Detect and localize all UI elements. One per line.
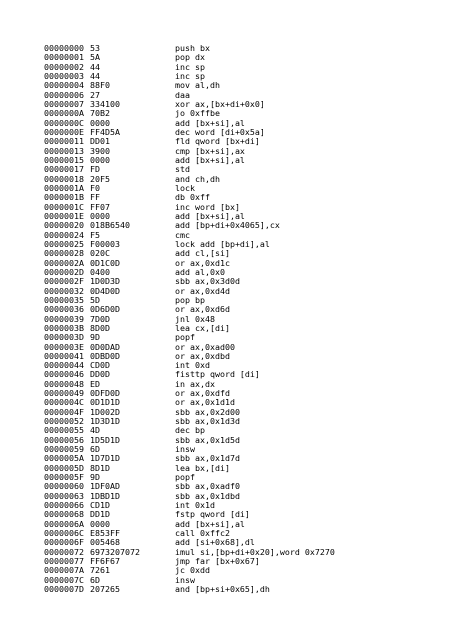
row-instruction: popf [175, 332, 195, 343]
row-hex-bytes: 6D [90, 444, 100, 455]
row-instruction: sbb ax,0xadf0 [175, 481, 240, 492]
row-instruction: fld qword [bx+di] [175, 136, 260, 147]
row-instruction: add [bx+si],al [175, 210, 245, 221]
row-address: 0000001E [44, 210, 84, 221]
row-instruction: sbb ax,0x1dbd [175, 490, 240, 501]
row-instruction: lea cx,[di] [175, 322, 230, 333]
row-hex-bytes: 53 [90, 43, 100, 53]
row-hex-bytes: F0 [90, 182, 100, 193]
row-hex-bytes: 44 [90, 70, 100, 81]
row-hex-bytes: 8D1D [90, 462, 110, 473]
row-address: 00000072 [44, 546, 84, 557]
row-address: 00000035 [44, 294, 84, 305]
row-address: 0000004F [44, 406, 84, 417]
row-address: 00000055 [44, 425, 84, 436]
row-address: 00000044 [44, 360, 84, 371]
row-hex-bytes: 9D [90, 472, 100, 483]
row-address: 0000006A [44, 518, 84, 529]
row-instruction: pop dx [175, 52, 205, 63]
row-hex-bytes: 5A [90, 52, 100, 63]
row-hex-bytes: 0400 [90, 266, 110, 277]
row-address: 00000049 [44, 388, 84, 399]
row-instruction: or ax,0xdbd [175, 350, 230, 361]
row-hex-bytes: 20F5 [90, 173, 110, 184]
row-instruction: add cl,[si] [175, 248, 230, 259]
row-instruction: cmp [bx+si],ax [175, 145, 245, 156]
row-hex-bytes: 334100 [90, 98, 120, 109]
row-instruction: or ax,0xad00 [175, 341, 235, 352]
row-address: 0000005D [44, 462, 84, 473]
row-address: 0000001B [44, 192, 84, 203]
row-address: 0000007D [44, 584, 84, 595]
row-instruction: daa [175, 89, 190, 100]
row-hex-bytes: 4D [90, 425, 100, 436]
row-hex-bytes: 1D0D3D [90, 276, 120, 287]
row-address: 0000004C [44, 397, 84, 408]
row-instruction: int 0x1d [175, 500, 215, 511]
row-address: 00000020 [44, 220, 84, 231]
row-hex-bytes: 020C [90, 248, 110, 259]
row-hex-bytes: 1D5D1D [90, 434, 120, 445]
row-instruction: insw [175, 574, 195, 585]
row-address: 00000046 [44, 369, 84, 380]
row-instruction: inc word [bx] [175, 201, 240, 212]
row-hex-bytes: DD1D [90, 509, 110, 520]
row-address: 0000007C [44, 574, 84, 585]
row-address: 00000077 [44, 556, 84, 567]
row-address: 0000003D [44, 332, 84, 343]
row-address: 00000011 [44, 136, 84, 147]
row-hex-bytes: 0D1C0D [90, 257, 120, 268]
row-hex-bytes: DD0D [90, 369, 110, 380]
row-address: 00000006 [44, 89, 84, 100]
row-hex-bytes: 3900 [90, 145, 110, 156]
row-instruction: jnl 0x48 [175, 313, 215, 324]
row-hex-bytes: FF07 [90, 201, 110, 212]
row-hex-bytes: 0D1D1D [90, 397, 120, 408]
row-hex-bytes: 6973207072 [90, 546, 140, 557]
row-instruction: imul si,[bp+di+0x20],word 0x7270 [175, 546, 335, 557]
row-address: 0000000E [44, 126, 84, 137]
row-instruction: sbb ax,0x1d7d [175, 453, 240, 464]
row-address: 00000013 [44, 145, 84, 156]
row-address: 00000039 [44, 313, 84, 324]
row-hex-bytes: 005468 [90, 537, 120, 548]
row-hex-bytes: 7261 [90, 565, 110, 576]
row-address: 00000048 [44, 378, 84, 389]
row-instruction: add [bx+si],al [175, 154, 245, 165]
row-instruction: or ax,0xd6d [175, 304, 230, 315]
row-instruction: or ax,0xd4d [175, 285, 230, 296]
row-instruction: cmc [175, 229, 190, 240]
row-instruction: dec bp [175, 425, 205, 436]
row-instruction: lock add [bp+di],al [175, 238, 270, 249]
row-address: 0000000C [44, 117, 84, 128]
row-instruction: call 0xffc2 [175, 528, 230, 539]
row-hex-bytes: 0DFD0D [90, 388, 120, 399]
row-instruction: add [bp+di+0x4065],cx [175, 220, 280, 231]
row-hex-bytes: FF [90, 192, 100, 203]
row-address: 00000032 [44, 285, 84, 296]
row-instruction: in ax,dx [175, 378, 215, 389]
row-address: 00000002 [44, 61, 84, 72]
row-hex-bytes: 0D0DAD [90, 341, 120, 352]
row-instruction: lock [175, 182, 195, 193]
row-address: 00000003 [44, 70, 84, 81]
row-instruction: inc sp [175, 61, 205, 72]
row-hex-bytes: 7D0D [90, 313, 110, 324]
row-hex-bytes: 0DBD0D [90, 350, 120, 361]
row-address: 0000000A [44, 108, 84, 119]
row-address: 00000028 [44, 248, 84, 259]
row-address: 0000002A [44, 257, 84, 268]
row-instruction: mov al,dh [175, 80, 220, 91]
row-instruction: or ax,0x1d1d [175, 397, 235, 408]
row-hex-bytes: 207265 [90, 584, 120, 595]
row-instruction: add al,0x0 [175, 266, 225, 277]
row-instruction: jo 0xffbe [175, 108, 220, 119]
row-hex-bytes: 70B2 [90, 108, 110, 119]
row-hex-bytes: 44 [90, 61, 100, 72]
row-address: 00000066 [44, 500, 84, 511]
row-address: 0000002D [44, 266, 84, 277]
row-address: 00000052 [44, 416, 84, 427]
row-hex-bytes: F5 [90, 229, 100, 240]
row-address: 00000041 [44, 350, 84, 361]
row-hex-bytes: 1D3D1D [90, 416, 120, 427]
row-instruction: add [si+0x68],dl [175, 537, 255, 548]
row-address: 00000007 [44, 98, 84, 109]
row-hex-bytes: F00003 [90, 238, 120, 249]
row-hex-bytes: FF4D5A [90, 126, 120, 137]
row-instruction: fstp qword [di] [175, 509, 250, 520]
row-instruction: sbb ax,0x1d5d [175, 434, 240, 445]
row-hex-bytes: 27 [90, 89, 100, 100]
row-instruction: and [bp+si+0x65],dh [175, 584, 270, 595]
row-address: 00000059 [44, 444, 84, 455]
row-instruction: add [bx+si],al [175, 518, 245, 529]
row-hex-bytes: E853FF [90, 528, 120, 539]
row-address: 0000001A [44, 182, 84, 193]
row-instruction: inc sp [175, 70, 205, 81]
row-hex-bytes: 5D [90, 294, 100, 305]
row-instruction: sbb ax,0x2d00 [175, 406, 240, 417]
row-address: 0000005F [44, 472, 84, 483]
row-hex-bytes: FF6F67 [90, 556, 120, 567]
row-hex-bytes: CD0D [90, 360, 110, 371]
row-address: 0000006F [44, 537, 84, 548]
row-address: 00000025 [44, 238, 84, 249]
row-address: 0000003B [44, 322, 84, 333]
row-address: 00000036 [44, 304, 84, 315]
row-hex-bytes: 0000 [90, 210, 110, 221]
row-hex-bytes: 1DBD1D [90, 490, 120, 501]
row-instruction: lea bx,[di] [175, 462, 230, 473]
row-instruction: popf [175, 472, 195, 483]
row-hex-bytes: 0000 [90, 154, 110, 165]
row-address: 0000002F [44, 276, 84, 287]
row-instruction: insw [175, 444, 195, 455]
row-instruction: push bx [175, 43, 210, 53]
row-instruction: db 0xff [175, 192, 210, 203]
row-instruction: fisttp qword [di] [175, 369, 260, 380]
row-instruction: pop bp [175, 294, 205, 305]
row-address: 0000003E [44, 341, 84, 352]
row-address: 00000060 [44, 481, 84, 492]
row-hex-bytes: 0D4D0D [90, 285, 120, 296]
row-hex-bytes: 88F0 [90, 80, 110, 91]
row-instruction: xor ax,[bx+di+0x0] [175, 98, 265, 109]
row-hex-bytes: 0000 [90, 518, 110, 529]
row-address: 0000001C [44, 201, 84, 212]
row-hex-bytes: FD [90, 164, 100, 175]
row-address: 00000024 [44, 229, 84, 240]
row-instruction: dec word [di+0x5a] [175, 126, 265, 137]
row-hex-bytes: 0D6D0D [90, 304, 120, 315]
row-instruction: or ax,0xd1c [175, 257, 230, 268]
row-instruction: and ch,dh [175, 173, 220, 184]
row-instruction: add [bx+si],al [175, 117, 245, 128]
row-hex-bytes: 8D0D [90, 322, 110, 333]
row-instruction: jc 0xdd [175, 565, 210, 576]
row-address: 00000018 [44, 173, 84, 184]
row-hex-bytes: 0000 [90, 117, 110, 128]
row-hex-bytes: CD1D [90, 500, 110, 511]
row-instruction: sbb ax,0x3d0d [175, 276, 240, 287]
row-address: 0000006C [44, 528, 84, 539]
row-hex-bytes: ED [90, 378, 100, 389]
row-address: 00000004 [44, 80, 84, 91]
row-hex-bytes: 9D [90, 332, 100, 343]
row-hex-bytes: DD01 [90, 136, 110, 147]
row-address: 00000056 [44, 434, 84, 445]
row-address: 00000000 [44, 43, 84, 53]
listing-row [44, 585, 335, 594]
row-instruction: int 0xd [175, 360, 210, 371]
row-instruction: sbb ax,0x1d3d [175, 416, 240, 427]
row-address: 0000005A [44, 453, 84, 464]
row-instruction: or ax,0xdfd [175, 388, 230, 399]
row-hex-bytes: 018B6540 [90, 220, 130, 231]
row-instruction: jmp far [bx+0x67] [175, 556, 260, 567]
disassembly-listing [44, 44, 335, 594]
row-address: 00000068 [44, 509, 84, 520]
row-hex-bytes: 1D002D [90, 406, 120, 417]
row-hex-bytes: 6D [90, 574, 100, 585]
row-hex-bytes: 1DF0AD [90, 481, 120, 492]
row-address: 00000015 [44, 154, 84, 165]
row-address: 00000001 [44, 52, 84, 63]
row-address: 00000017 [44, 164, 84, 175]
row-hex-bytes: 1D7D1D [90, 453, 120, 464]
row-address: 0000007A [44, 565, 84, 576]
row-instruction: std [175, 164, 190, 175]
row-address: 00000063 [44, 490, 84, 501]
